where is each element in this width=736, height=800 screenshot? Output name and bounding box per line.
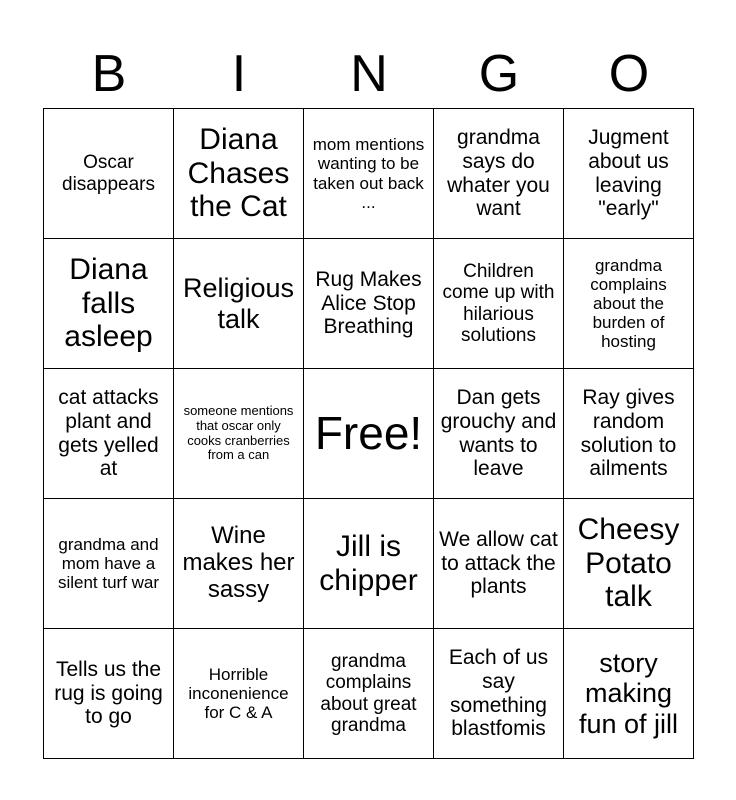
- bingo-cell[interactable]: Cheesy Potato talk: [564, 499, 694, 629]
- grid-row: [44, 239, 694, 369]
- bingo-cell[interactable]: cat attacks plant and gets yelled at: [44, 369, 174, 499]
- bingo-cell[interactable]: Tells us the rug is going to go: [44, 629, 174, 759]
- header-letter-o: O: [608, 45, 650, 103]
- bingo-cell[interactable]: story making fun of jill: [564, 629, 694, 759]
- bingo-cell[interactable]: Jill is chipper: [304, 499, 434, 629]
- bingo-cell[interactable]: Each of us say something blastfomis: [434, 629, 564, 759]
- bingo-cell[interactable]: grandma complains about the burden of hosting: [564, 239, 694, 369]
- free-space-cell[interactable]: Free!: [304, 369, 434, 499]
- bingo-cell[interactable]: grandma and mom have a silent turf war: [44, 499, 174, 629]
- header-letter-i: I: [231, 45, 247, 103]
- grid-row: [44, 499, 694, 629]
- bingo-cell[interactable]: grandma says do whater you want: [434, 109, 564, 239]
- bingo-cell[interactable]: Jugment about us leaving "early": [564, 109, 694, 239]
- bingo-cell[interactable]: Children come up with hilarious solutions: [434, 239, 564, 369]
- bingo-cell[interactable]: Wine makes her sassy: [174, 499, 304, 629]
- bingo-cell[interactable]: grandma complains about great grandma: [304, 629, 434, 759]
- header-letter-g: G: [478, 45, 520, 103]
- grid-row: [44, 629, 694, 759]
- bingo-cell[interactable]: We allow cat to attack the plants: [434, 499, 564, 629]
- bingo-header: [44, 44, 694, 104]
- bingo-cell[interactable]: Religious talk: [174, 239, 304, 369]
- bingo-cell[interactable]: Horrible inconenience for C & A: [174, 629, 304, 759]
- bingo-cell[interactable]: Diana Chases the Cat: [174, 109, 304, 239]
- bingo-cell[interactable]: Oscar disappears: [44, 109, 174, 239]
- bingo-cell[interactable]: mom mentions wanting to be taken out back ...: [304, 109, 434, 239]
- bingo-card-grid: [43, 108, 694, 759]
- bingo-cell[interactable]: Dan gets grouchy and wants to leave: [434, 369, 564, 499]
- grid-row: [44, 109, 694, 239]
- bingo-cell[interactable]: someone mentions that oscar only cooks cranberries from a can: [174, 369, 304, 499]
- bingo-cell[interactable]: Diana falls asleep: [44, 239, 174, 369]
- bingo-cell[interactable]: Ray gives random solution to ailments: [564, 369, 694, 499]
- grid-row: [44, 369, 694, 499]
- bingo-cell[interactable]: Rug Makes Alice Stop Breathing: [304, 239, 434, 369]
- header-letter-b: B: [91, 45, 127, 103]
- header-letter-n: N: [350, 45, 388, 103]
